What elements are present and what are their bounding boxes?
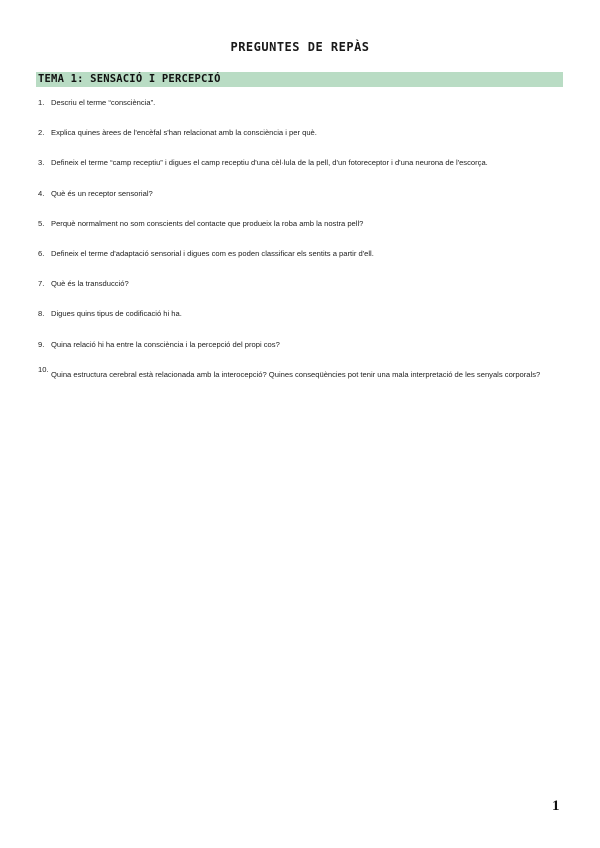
question-number: 7.: [38, 279, 45, 289]
question-text: Perquè normalment no som conscients del contacte que produeix la roba amb la nostra pell?: [51, 218, 364, 228]
question-number: 6.: [38, 248, 45, 258]
question-item: [38, 249, 563, 259]
question-number: 2.: [38, 128, 45, 138]
question-text: Quina relació hi ha entre la consciència i la percepció del propi cos?: [51, 339, 280, 349]
question-item: [38, 365, 563, 385]
question-item: [38, 98, 563, 108]
question-text: Què és la transducció?: [51, 279, 129, 289]
question-number: 10.: [38, 364, 49, 374]
question-item: [38, 309, 563, 319]
question-text: Defineix el terme “camp receptiu” i digues el camp receptiu d'una cèl·lula de la pell, d'un fotoreceptor i d'una neurona de l'escorça.: [51, 158, 488, 168]
section-header: [36, 72, 563, 87]
question-number: 5.: [38, 218, 45, 228]
question-item: [38, 189, 563, 199]
question-number: 3.: [38, 158, 45, 168]
question-number: 1.: [38, 98, 45, 107]
question-item: [38, 128, 563, 138]
question-number: 8.: [38, 309, 45, 319]
page-number: 1: [552, 798, 560, 814]
page-title: PREGUNTES DE REPÀS: [230, 40, 370, 54]
question-item: [38, 219, 563, 229]
question-text: Què és un receptor sensorial?: [51, 188, 153, 198]
question-item: [38, 158, 563, 168]
question-text: Explica quines àrees de l'encèfal s'han relacionat amb la consciència i per què.: [51, 128, 317, 138]
question-number: 4.: [38, 188, 45, 198]
question-list: [38, 98, 563, 405]
question-text: Defineix el terme d'adaptació sensorial i digues com es poden classificar els sentits a partir d'ell.: [51, 248, 374, 258]
section-title: TEMA 1: SENSACIÓ I PERCEPCIÓ: [38, 73, 221, 85]
question-text: Quina estructura cerebral està relacionada amb la interocepció? Quines conseqüències pot tenir una mala interpretació de les senyals corporals?: [51, 369, 541, 379]
question-item: [38, 340, 563, 350]
question-number: 9.: [38, 339, 45, 349]
question-item: [38, 279, 563, 289]
question-text: Descriu el terme “consciència”.: [51, 98, 156, 107]
question-text: Digues quins tipus de codificació hi ha.: [51, 309, 182, 319]
